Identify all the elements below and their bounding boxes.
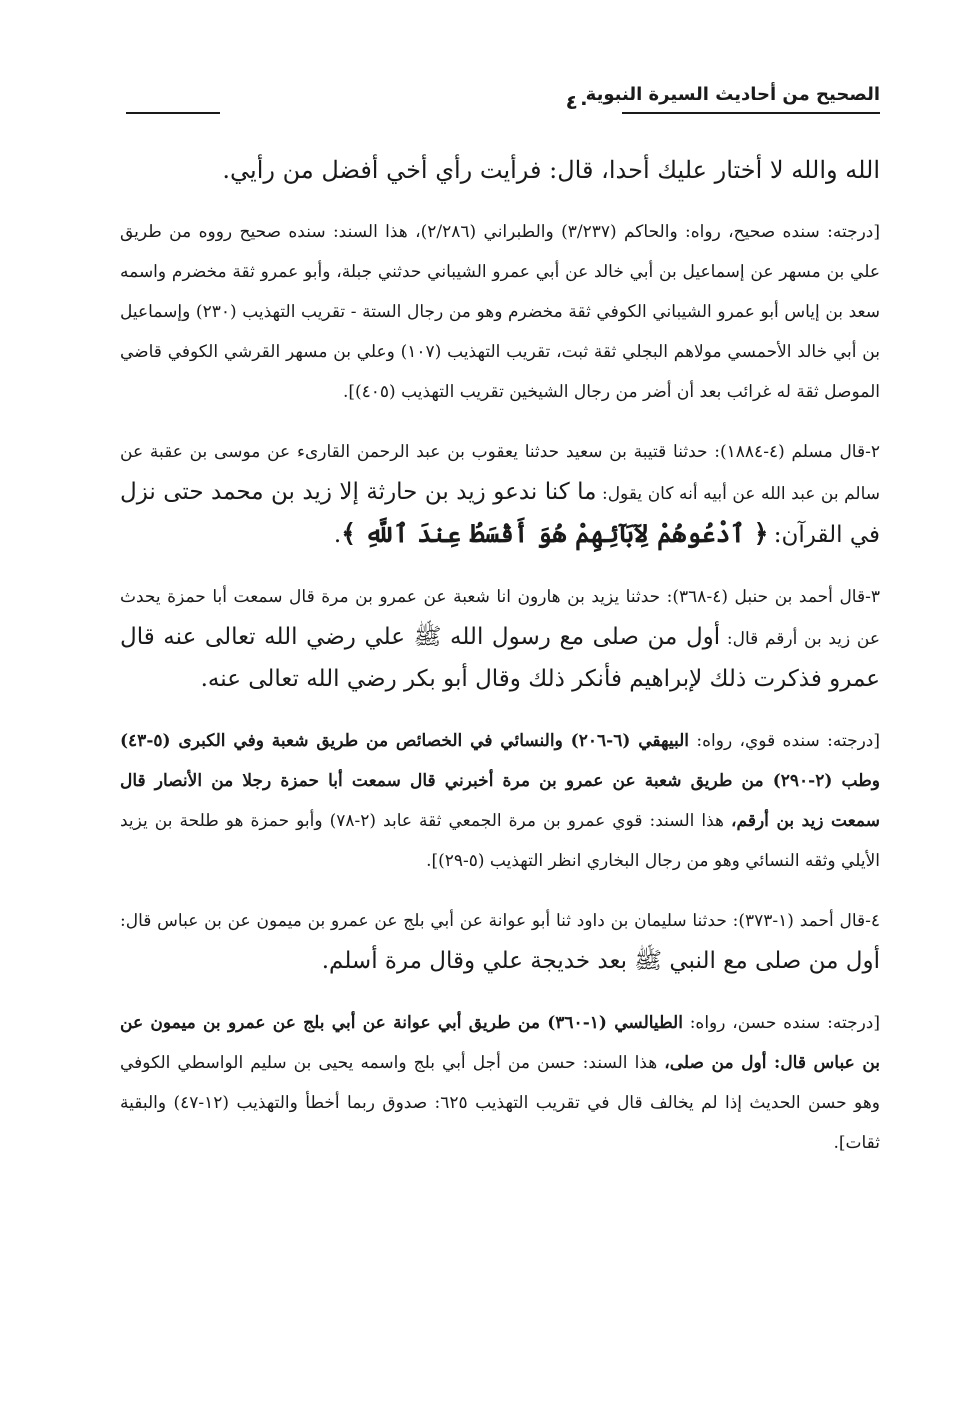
paragraph-grading bbox=[120, 212, 880, 412]
grading-text: هذا السند: حسن من أجل أبي بلج واسمه يحيى بن سليم الواسطي الكوفي وهو حسن الحديث إذا لم يخالف قال في تقريب التهذيب ٦٢٥: صدوق ربما أخطأ والتهذيب (١٢-٤٧) والبقية ثقات]. bbox=[120, 1053, 880, 1153]
grading-sources: البيهقي (٦-٢٠٦) والنسائي في الخصائص من طريق شعبة وفي الكبرى (٥-٤٣) وطب (٢-٢٩٠) من طريق شعبة عن عمرو بن مرة أخبرني قال سمعت أبا حمزة رجلا من الأنصار قال سمعت زيد بن أرقم، bbox=[120, 731, 881, 831]
hadith-text: ما كنا ندعو زيد بن حارثة إلا زيد بن محمد حتى نزل في القرآن: bbox=[120, 479, 880, 548]
hadith-text: أول من صلى مع النبي ﷺ بعد خديجة علي وقال مرة أسلم. bbox=[321, 948, 880, 974]
grading-text: [درجته: سنده صحيح، رواه: والحاكم (٣/٢٣٧) والطبراني (٢/٢٨٦)، هذا السند: سنده صحيح رووه من طريق علي بن مسهر عن إسماعيل بن أبي خالد عن أبي عمرو الشيباني حدثني جبلة، وأبو عمرو ثقة مخضرم واسمه سعد بن إياس أبو عمرو الشيباني الكوفي ثقة مخضرم وهو من رجال الستة - تقريب التهذيب (٢٣٠) وإسماعيل بن أبي خالد الأحمسي مولاهم البجلي ثقة ثبت، تقريب التهذيب (١٠٧) وعلي بن مسهر القرشي الكوفي قاضي الموصل ثقة له غرائب بعد أن أضر من رجال الشيخين تقريب التهذيب (٤٠٥)]. bbox=[120, 222, 881, 402]
isnad-text: ٢-قال مسلم (٤-١٨٨٤): حدثنا قتيبة بن سعيد حدثنا يعقوب بن عبد الرحمن القارىء عن موسى بن عقبة عن سالم بن عبد الله عن أبيه أنه كان يقول: bbox=[120, 442, 881, 504]
grading-label: [درجته: سنده قوي، رواه: bbox=[696, 731, 881, 751]
paragraph-hadith-4 bbox=[120, 901, 880, 983]
quran-verse: ﴿ ٱدْعُوهُمْ لِآبَآئِهِمْ هُوَ أَقْسَطُ عِندَ ٱللَّهِ ﴾ bbox=[341, 519, 769, 548]
paragraph-continuation bbox=[120, 148, 880, 192]
header-rule-short bbox=[126, 112, 220, 114]
sentence-end: . bbox=[333, 522, 342, 548]
hadith-text: الله والله لا أختار عليك أحدا، قال: فرأيت رأي أخي أفضل من رأيي. bbox=[222, 156, 880, 184]
grading-text: هذا السند: قوي عمرو بن مرة الجمعي ثقة عابد (٢-٧٨) وأبو حمزة هو طلحة بن يزيد الأيلي وثقه النسائي وهو من رجال البخاري انظر التهذيب (٥-٢٩)]. bbox=[120, 811, 880, 871]
header-rule bbox=[622, 112, 880, 114]
page-body bbox=[120, 148, 880, 1163]
paragraph-grading-4 bbox=[120, 1003, 880, 1163]
isnad-text: ٣-قال أحمد بن حنبل (٤-٣٦٨): حدثنا يزيد بن هارون انا شعبة عن عمرو بن مرة قال سمعت أبا حمزة يحدث عن زيد بن أرقم قال: bbox=[120, 587, 880, 649]
grading-label: [درجته: سنده حسن، رواه: bbox=[689, 1013, 881, 1033]
grading-sources: الطيالسي (١-٣٦٠) من طريق أبي عوانة عن أبي بلج عن عمرو بن ميمون عن بن عباس قال: أول من صلى، bbox=[120, 1013, 881, 1073]
page-number: ٤٠ bbox=[565, 90, 590, 114]
running-title: الصحيح من أحاديث السيرة النبوية bbox=[585, 84, 880, 105]
paragraph-grading-3 bbox=[120, 721, 880, 881]
page-header bbox=[120, 82, 880, 118]
hadith-text: أول من صلى مع رسول الله ﷺ علي رضي الله تعالى عنه قال عمرو فذكرت ذلك لإبراهيم فأنكر ذلك وقال أبو بكر رضي الله تعالى عنه. bbox=[120, 624, 880, 692]
isnad-text: ٤-قال أحمد (١-٣٧٣): حدثنا سليمان بن داود ثنا أبو عوانة عن أبي بلج عن عمرو بن ميمون عن بن عباس قال: bbox=[120, 911, 881, 931]
paragraph-hadith-3 bbox=[120, 577, 880, 701]
paragraph-hadith-2 bbox=[120, 432, 880, 557]
